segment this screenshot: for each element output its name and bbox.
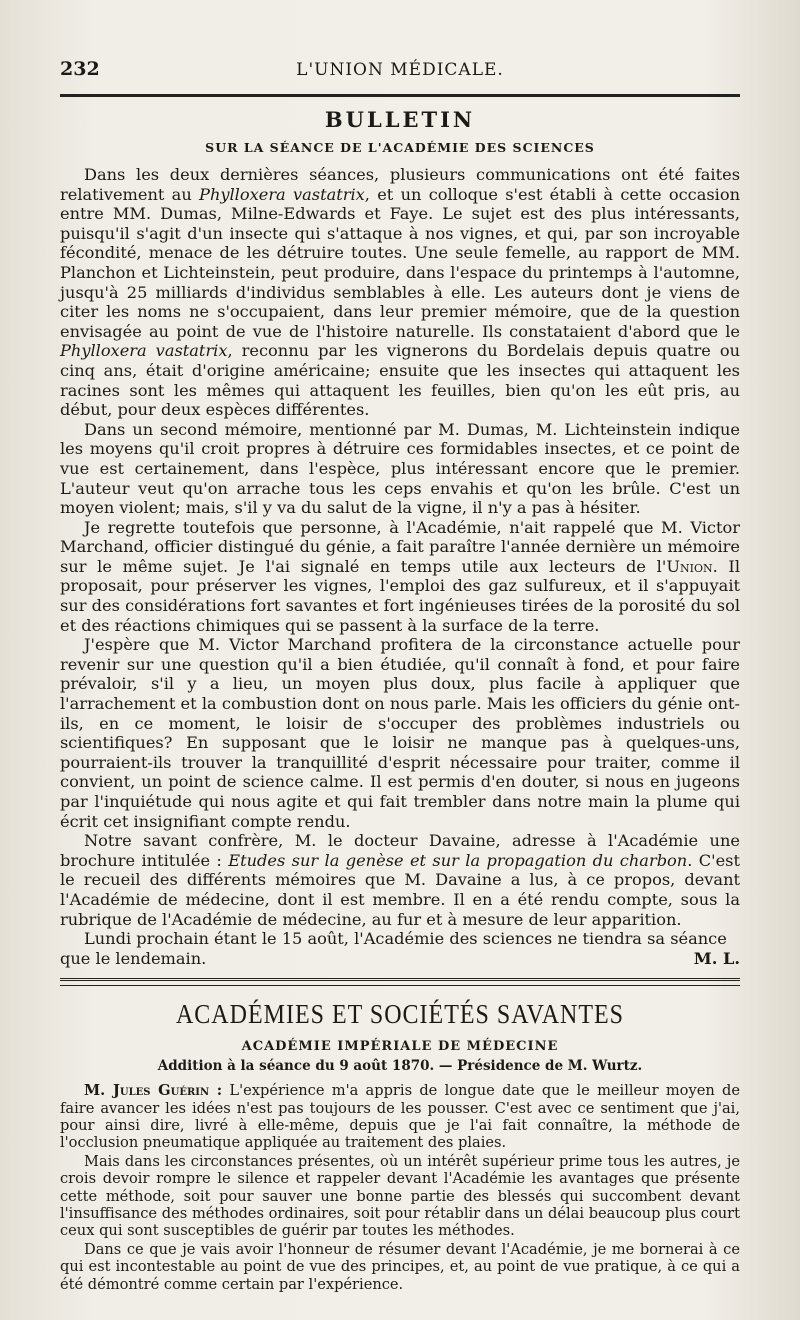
page-number: 232 (60, 58, 100, 80)
academies-paragraph-3: Dans ce que je vais avoir l'honneur de résumer devant l'Académie, je me bornerai à ce qui est incontestable au point de vue des principes, et, au point de vue pratique, à ce qui a été démontré comme certain par l'expérience. (60, 1241, 740, 1293)
bulletin-paragraph-5: Notre savant confrère, M. le docteur Davaine, adresse à l'Académie une brochure intitulée : Etudes sur la genèse et sur la propagation du charbon. C'est le recueil des différents mémoires que M. Davaine a lus, à ce propos, devant l'Académie de médecine, dont il est membre. Il en a été rendu compte, sous la rubrique de l'Académie de médecine, au fur et à mesure de leur apparition. (60, 831, 740, 929)
closing-text: que le lendemain. (60, 948, 207, 968)
academie-subtitle: ACADÉMIE IMPÉRIALE DE MÉDECINE (241, 1039, 559, 1055)
signature: M. L. (693, 948, 740, 968)
bulletin-paragraph-1: Dans les deux dernières séances, plusieurs communications ont été faites relativement au Phylloxera vastatrix, et un colloque s'est établi à cette occasion entre MM. Dumas, Milne-Edwards et Faye. Le sujet est des plus intéressants, puisqu'il s'agit d'un insecte qui s'attaque à nos vignes, et qui, par son incroyable fécondité, menace de les détruire toutes. Une seule femelle, au rapport de MM. Planchon et Lichteinstein, peut produire, dans l'espace du printemps à l'automne, jusqu'à 25 milliards d'individus semblables à elle. Les auteurs dont je viens de citer les noms ne s'occupaient, dans leur premier mémoire, que de la question envisagée au point de vue de l'histoire naturelle. Ils constataient d'abord que le Phylloxera vastatrix, reconnu par les vignerons du Bordelais depuis quatre ou cinq ans, était d'origine américaine; ensuite que les insectes qui attaquent les racines sont les mêmes qui attaquent les feuilles, bien qu'on les eût pris, au début, pour deux espèces différentes. (60, 165, 741, 420)
header-rule (60, 94, 740, 97)
speaker-name: M. Jules Guérin : (84, 1082, 223, 1100)
signature-line (60, 949, 740, 969)
academies-paragraph-1: M. Jules Guérin : L'expérience m'a appris de longue date que le meilleur moyen de faire avancer les idées n'est pas toujours de les pousser. C'est avec ce sentiment que j'ai, pour ainsi dire, livré à elle-même, depuis que je l'ai fait connaître, la méthode de l'occlusion pneumatique appliquée au traitement des plaies. (60, 1082, 740, 1151)
species-name: Phylloxera vastatrix (60, 341, 228, 361)
academies-paragraph-2: Mais dans les circonstances présentes, où un intérêt supérieur prime tous les autres, je crois devoir rompre le silence et rappeler devant l'Académie les avantages que présente cette méthode, soit pour sauver une bonne partie des blessés qui succombent devant l'insuffisance des méthodes ordinaires, soit pour rétablir dans un délai beaucoup plus court ceux qui sont susceptibles de guérir par toutes les méthodes. (60, 1153, 740, 1239)
academies-title: ACADÉMIES ET SOCIÉTÉS SAVANTES (175, 1000, 625, 1031)
bulletin-title: BULLETIN (324, 107, 476, 132)
academies-body (60, 1082, 740, 1292)
bulletin-paragraph-3: Je regrette toutefois que personne, à l'Académie, n'ait rappelé que M. Victor Marchand, officier distingué du génie, a fait paraître l'année dernière un mémoire sur le même sujet. Je l'ai signalé en temps utile aux lecteurs de l'Union. Il proposait, pour préserver les vignes, l'emploi des gaz sulfureux, et il s'appuyait sur des considérations fort savantes et fort ingénieuses tirées de la porosité du sol et des réactions chimiques qui se passent à la surface de la terre. (60, 517, 740, 635)
bulletin-paragraph-2: Dans un second mémoire, mentionné par M. Dumas, M. Lichteinstein indique les moyens qu'il croit propres à détruire ces formidables insectes, et ce point de vue est certainement, dans l'espèce, plus intéressant encore que le premier. L'auteur veut qu'on arrache tous les ceps envahis et qu'on les brûle. C'est un moyen violent; mais, s'il y va du salut de la vigne, il n'y a pas à hésiter. (60, 419, 740, 518)
brochure-title: Etudes sur la genèse et sur la propagation du charbon (228, 850, 688, 870)
bulletin-body (60, 165, 740, 968)
session-line: Addition à la séance du 9 août 1870. — Présidence de M. Wurtz. (157, 1058, 643, 1075)
bulletin-subtitle: SUR LA SÉANCE DE L'ACADÉMIE DES SCIENCES (205, 140, 595, 155)
bulletin-paragraph-6: Lundi prochain étant le 15 août, l'Académie des sciences ne tiendra sa séance (84, 929, 727, 949)
section-divider (60, 978, 740, 986)
bulletin-paragraph-4: J'espère que M. Victor Marchand profitera de la circonstance actuelle pour revenir sur une question qu'il a bien étudiée, qu'il connaît à fond, et pour faire prévaloir, s'il y a lieu, un moyen plus doux, plus facile à appliquer que l'arrachement et la combustion dont on nous parle. Mais les officiers du génie ont-ils, en ce moment, le loisir de s'occuper des problèmes industriels ou scientifiques? En supposant que le loisir ne manque pas à quelques-uns, pourraient-ils trouver la tranquillité d'esprit nécessaire pour traiter, comme il convient, un point de science calme. Il est permis d'en douter, si nous en jugeons par l'inquiétude qui nous agite et qui fait trembler dans notre main la plume qui écrit cet insignifiant compte rendu. (60, 635, 740, 831)
journal-title: L'UNION MÉDICALE. (296, 60, 504, 80)
species-name: Phylloxera vastatrix (199, 184, 365, 204)
journal-name: Union (666, 556, 713, 576)
